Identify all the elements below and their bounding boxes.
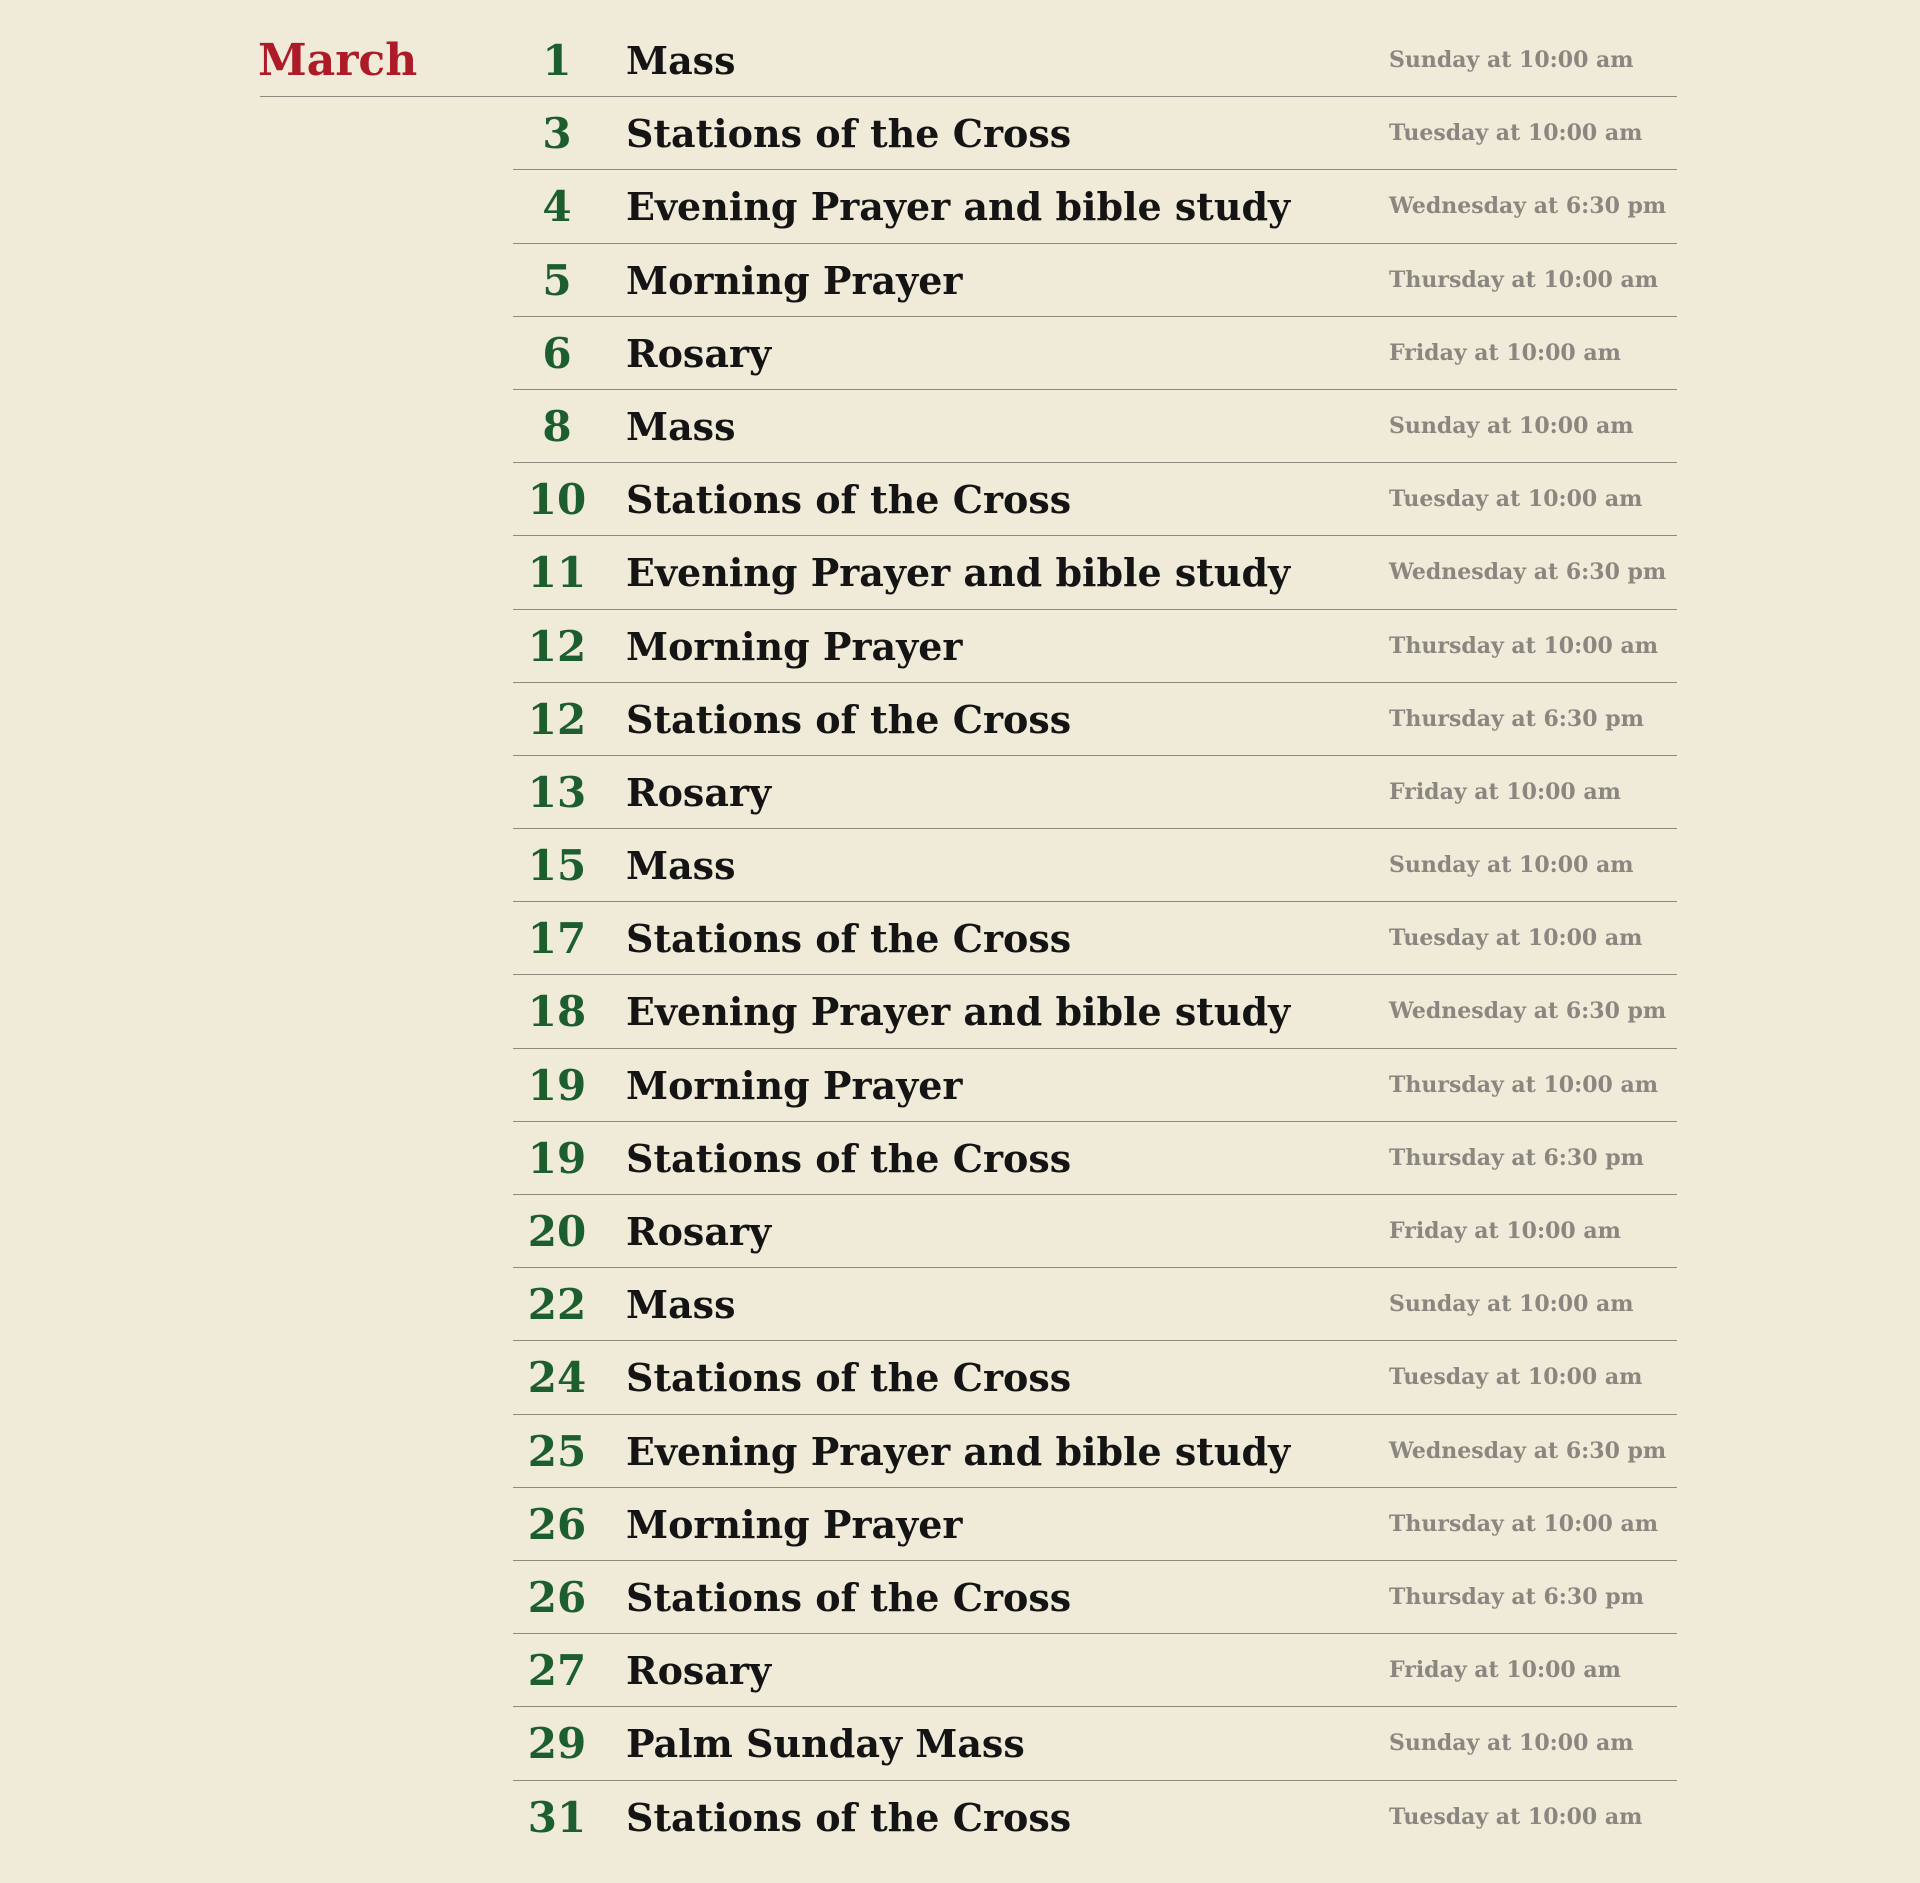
event-row: [513, 1488, 1677, 1561]
event-row: [513, 683, 1677, 756]
event-time: Tuesday at 10:00 am: [1389, 120, 1643, 147]
event-row: [513, 1268, 1677, 1341]
event-row: [513, 24, 1677, 97]
event-row: [513, 902, 1677, 975]
event-title: Stations of the Cross: [626, 696, 1072, 742]
event-time: Wednesday at 6:30 pm: [1389, 998, 1667, 1025]
event-title: Rosary: [626, 330, 772, 376]
event-title: Rosary: [626, 769, 772, 815]
event-row: [513, 390, 1677, 463]
event-title: Stations of the Cross: [626, 1574, 1072, 1620]
event-day: 25: [527, 1426, 587, 1476]
event-time: Friday at 10:00 am: [1389, 339, 1621, 366]
event-title: Stations of the Cross: [626, 111, 1072, 157]
event-day: 6: [542, 328, 572, 378]
event-row: [513, 536, 1677, 609]
event-row: [513, 756, 1677, 829]
event-title: Morning Prayer: [626, 1501, 963, 1547]
event-day: 26: [527, 1572, 587, 1622]
event-title: Mass: [626, 403, 736, 449]
event-time: Thursday at 10:00 am: [1389, 1510, 1659, 1537]
event-row: [513, 1122, 1677, 1195]
event-row: [513, 1561, 1677, 1634]
event-time: Wednesday at 6:30 pm: [1389, 193, 1667, 220]
event-day: 1: [542, 36, 572, 85]
event-title: Stations of the Cross: [626, 477, 1072, 523]
event-day: 19: [527, 1060, 587, 1110]
event-title: Stations of the Cross: [626, 1355, 1072, 1401]
event-title: Evening Prayer and bible study: [626, 1428, 1291, 1474]
event-day: 22: [527, 1280, 587, 1330]
event-day: 31: [527, 1792, 587, 1842]
event-title: Mass: [626, 38, 736, 83]
event-row: [513, 1707, 1677, 1780]
event-day: 17: [527, 914, 587, 964]
event-row: [513, 829, 1677, 902]
event-day: 12: [527, 621, 587, 671]
event-day: 19: [527, 1133, 587, 1183]
event-day: 27: [527, 1646, 587, 1696]
event-time: Wednesday at 6:30 pm: [1389, 1437, 1667, 1464]
event-title: Rosary: [626, 1648, 772, 1694]
event-time: Friday at 10:00 am: [1389, 778, 1621, 805]
event-time: Thursday at 6:30 pm: [1389, 1144, 1644, 1171]
event-title: Stations of the Cross: [626, 1794, 1072, 1840]
event-row: [513, 463, 1677, 536]
event-day: 10: [527, 475, 587, 525]
event-time: Thursday at 6:30 pm: [1389, 705, 1644, 732]
event-title: Rosary: [626, 1209, 772, 1254]
event-day: 13: [527, 767, 587, 817]
event-row: [513, 975, 1677, 1048]
event-title: Stations of the Cross: [626, 916, 1072, 962]
event-day: 20: [527, 1207, 587, 1256]
event-title: Mass: [626, 1282, 736, 1328]
event-time: Tuesday at 10:00 am: [1389, 1803, 1643, 1830]
event-time: Thursday at 10:00 am: [1389, 266, 1659, 293]
event-day: 11: [527, 548, 587, 598]
event-title: Palm Sunday Mass: [626, 1721, 1025, 1767]
event-schedule: [513, 24, 1677, 1854]
event-row: [513, 317, 1677, 390]
event-day: 4: [542, 182, 572, 232]
event-row: [513, 1415, 1677, 1488]
event-row: [513, 1341, 1677, 1414]
event-title: Evening Prayer and bible study: [626, 184, 1291, 230]
event-time: Sunday at 10:00 am: [1389, 47, 1634, 73]
event-time: Friday at 10:00 am: [1389, 1218, 1621, 1244]
event-time: Wednesday at 6:30 pm: [1389, 559, 1667, 586]
event-row: [513, 244, 1677, 317]
event-time: Sunday at 10:00 am: [1389, 1730, 1634, 1757]
event-time: Tuesday at 10:00 am: [1389, 1364, 1643, 1391]
event-title: Morning Prayer: [626, 257, 963, 303]
event-title: Morning Prayer: [626, 623, 963, 669]
event-day: 24: [527, 1353, 587, 1403]
event-row: [513, 170, 1677, 243]
event-time: Tuesday at 10:00 am: [1389, 925, 1643, 952]
month-divider: [260, 96, 514, 97]
event-day: 5: [542, 255, 572, 305]
event-day: 12: [527, 694, 587, 744]
event-day: 18: [527, 987, 587, 1037]
event-day: 8: [542, 401, 572, 451]
event-time: Thursday at 10:00 am: [1389, 632, 1659, 659]
event-time: Friday at 10:00 am: [1389, 1657, 1621, 1684]
event-row: [513, 1781, 1677, 1854]
event-day: 3: [542, 109, 572, 159]
event-title: Evening Prayer and bible study: [626, 550, 1291, 596]
event-time: Sunday at 10:00 am: [1389, 852, 1634, 879]
event-title: Evening Prayer and bible study: [626, 989, 1291, 1035]
event-title: Morning Prayer: [626, 1062, 963, 1108]
event-title: Stations of the Cross: [626, 1135, 1072, 1181]
month-heading: March: [258, 35, 418, 86]
event-row: [513, 610, 1677, 683]
event-time: Tuesday at 10:00 am: [1389, 486, 1643, 513]
event-row: [513, 1049, 1677, 1122]
event-day: 26: [527, 1499, 587, 1549]
event-time: Thursday at 6:30 pm: [1389, 1583, 1644, 1610]
event-time: Sunday at 10:00 am: [1389, 412, 1634, 439]
event-time: Sunday at 10:00 am: [1389, 1291, 1634, 1318]
event-row: [513, 1195, 1677, 1268]
event-time: Thursday at 10:00 am: [1389, 1071, 1659, 1098]
event-title: Mass: [626, 843, 736, 889]
event-row: [513, 1634, 1677, 1707]
event-row: [513, 97, 1677, 170]
event-day: 29: [527, 1719, 587, 1769]
event-day: 15: [527, 841, 587, 891]
